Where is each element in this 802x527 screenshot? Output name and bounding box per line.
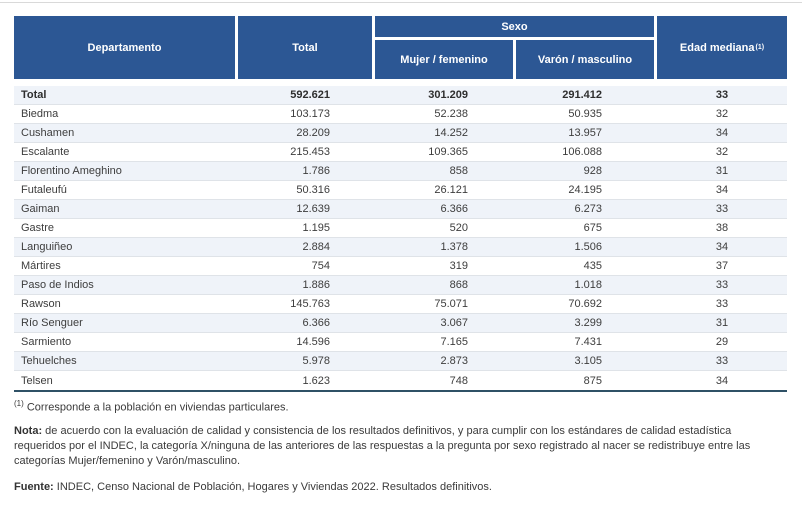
fuente-text: INDEC, Censo Nacional de Población, Hogares y Viviendas 2022. Resultados definitivos. [56, 480, 492, 493]
cell-edad-mediana: 34 [715, 241, 729, 253]
cell-departamento: Gastre [21, 222, 55, 234]
cell-total: 145.763 [290, 298, 330, 310]
cell-departamento: Sarmiento [21, 336, 72, 348]
cell-total: 592.621 [290, 89, 330, 101]
cell-edad-mediana: 34 [715, 184, 729, 196]
cell-varon: 928 [583, 165, 602, 177]
top-divider [0, 2, 802, 3]
table-row [14, 352, 787, 371]
cell-varon: 7.431 [574, 336, 602, 348]
cell-departamento: Paso de Indios [21, 279, 94, 291]
cell-departamento: Languiñeo [21, 241, 73, 253]
header-sexo: Sexo [375, 16, 657, 40]
header-edad-mediana: Edad mediana (1) [657, 16, 787, 79]
cell-mujer: 3.067 [440, 317, 468, 329]
cell-departamento: Total [21, 89, 47, 101]
cell-departamento: Gaiman [21, 203, 60, 215]
cell-mujer: 14.252 [434, 127, 468, 139]
cell-mujer: 301.209 [428, 89, 468, 101]
cell-departamento: Telsen [21, 374, 53, 387]
cell-mujer: 319 [449, 260, 468, 272]
cell-total: 1.886 [302, 279, 330, 291]
table-row [14, 238, 787, 257]
nota-label: Nota: [14, 424, 43, 437]
cell-edad-mediana: 38 [715, 222, 729, 234]
cell-varon: 24.195 [568, 184, 602, 196]
cell-total: 5.978 [302, 355, 330, 367]
nota [14, 424, 782, 469]
table-body [14, 86, 787, 392]
cell-edad-mediana: 33 [715, 89, 729, 101]
cell-varon: 435 [583, 260, 602, 272]
footnote-text: Corresponde a la población en viviendas particulares. [26, 401, 289, 414]
cell-varon: 106.088 [562, 146, 602, 158]
cell-mujer: 75.071 [434, 298, 468, 310]
table-row [14, 105, 787, 124]
cell-departamento: Río Senguer [21, 317, 83, 329]
cell-varon: 13.957 [568, 127, 602, 139]
cell-edad-mediana: 32 [715, 146, 729, 158]
cell-total: 50.316 [296, 184, 330, 196]
header-edad-label: Edad mediana [679, 41, 755, 54]
table-row [14, 143, 787, 162]
cell-varon: 70.692 [568, 298, 602, 310]
cell-varon: 291.412 [562, 89, 602, 101]
cell-departamento: Mártires [21, 260, 61, 272]
table-row [14, 333, 787, 352]
fuente [14, 480, 782, 495]
table-row [14, 162, 787, 181]
cell-departamento: Cushamen [21, 127, 75, 139]
cell-total: 14.596 [296, 336, 330, 348]
cell-mujer: 748 [449, 374, 468, 387]
cell-edad-mediana: 33 [715, 279, 729, 291]
table-row [14, 200, 787, 219]
cell-mujer: 2.873 [440, 355, 468, 367]
cell-edad-mediana: 34 [715, 127, 729, 139]
cell-departamento: Futaleufú [21, 184, 67, 196]
cell-mujer: 109.365 [428, 146, 468, 158]
cell-departamento: Tehuelches [21, 355, 77, 367]
table-row [14, 257, 787, 276]
header-total: Total [238, 16, 375, 79]
cell-mujer: 26.121 [434, 184, 468, 196]
cell-departamento: Escalante [21, 146, 70, 158]
table-row [14, 295, 787, 314]
cell-varon: 875 [583, 374, 602, 387]
cell-mujer: 7.165 [440, 336, 468, 348]
cell-mujer: 858 [449, 165, 468, 177]
table-row [14, 181, 787, 200]
header-varon-masculino: Varón / masculino [516, 40, 657, 79]
cell-mujer: 6.366 [440, 203, 468, 215]
cell-departamento: Biedma [21, 108, 59, 120]
nota-text: de acuerdo con la evaluación de calidad y consistencia de los resultados definitivos, y para cumplir con los estándares de calidad estadística requeridos por el INDEC, la categoría X/ninguna de las anteriores de las respuestas a la pregunta por sexo registrado al nacer se redistribuye entre las categorías Mujer/femenino y Varón/masculino. [14, 424, 751, 467]
cell-edad-mediana: 31 [715, 165, 729, 177]
footnote [14, 399, 782, 414]
table-header [14, 16, 787, 79]
cell-total: 103.173 [290, 108, 330, 120]
table-row [14, 276, 787, 295]
fuente-label: Fuente: [14, 480, 54, 493]
cell-edad-mediana: 29 [715, 336, 729, 348]
cell-total: 1.195 [302, 222, 330, 234]
cell-total: 754 [311, 260, 330, 272]
header-mujer-femenino: Mujer / femenino [375, 40, 516, 79]
cell-mujer: 520 [449, 222, 468, 234]
footnote-marker: (1) [14, 399, 24, 408]
cell-edad-mediana: 33 [715, 203, 729, 215]
cell-varon: 50.935 [568, 108, 602, 120]
table-notes [14, 399, 782, 495]
cell-mujer: 52.238 [434, 108, 468, 120]
cell-total: 1.786 [302, 165, 330, 177]
table-row [14, 219, 787, 238]
cell-varon: 3.105 [574, 355, 602, 367]
cell-total: 215.453 [290, 146, 330, 158]
population-table [14, 16, 787, 392]
table-row [14, 371, 787, 390]
table-row [14, 124, 787, 143]
cell-departamento: Florentino Ameghino [21, 165, 122, 177]
cell-mujer: 868 [449, 279, 468, 291]
cell-total: 1.623 [302, 374, 330, 387]
header-departamento: Departamento [14, 16, 238, 79]
cell-edad-mediana: 37 [715, 260, 729, 272]
cell-mujer: 1.378 [440, 241, 468, 253]
cell-edad-mediana: 31 [715, 317, 729, 329]
table-row [14, 86, 787, 105]
cell-total: 28.209 [296, 127, 330, 139]
cell-edad-mediana: 33 [715, 298, 729, 310]
cell-edad-mediana: 34 [715, 374, 729, 387]
cell-varon: 1.506 [574, 241, 602, 253]
cell-total: 6.366 [302, 317, 330, 329]
cell-varon: 3.299 [574, 317, 602, 329]
cell-departamento: Rawson [21, 298, 61, 310]
table-row [14, 314, 787, 333]
cell-varon: 675 [583, 222, 602, 234]
cell-edad-mediana: 32 [715, 108, 729, 120]
cell-varon: 6.273 [574, 203, 602, 215]
cell-total: 12.639 [296, 203, 330, 215]
cell-edad-mediana: 33 [715, 355, 729, 367]
cell-varon: 1.018 [574, 279, 602, 291]
cell-total: 2.884 [302, 241, 330, 253]
